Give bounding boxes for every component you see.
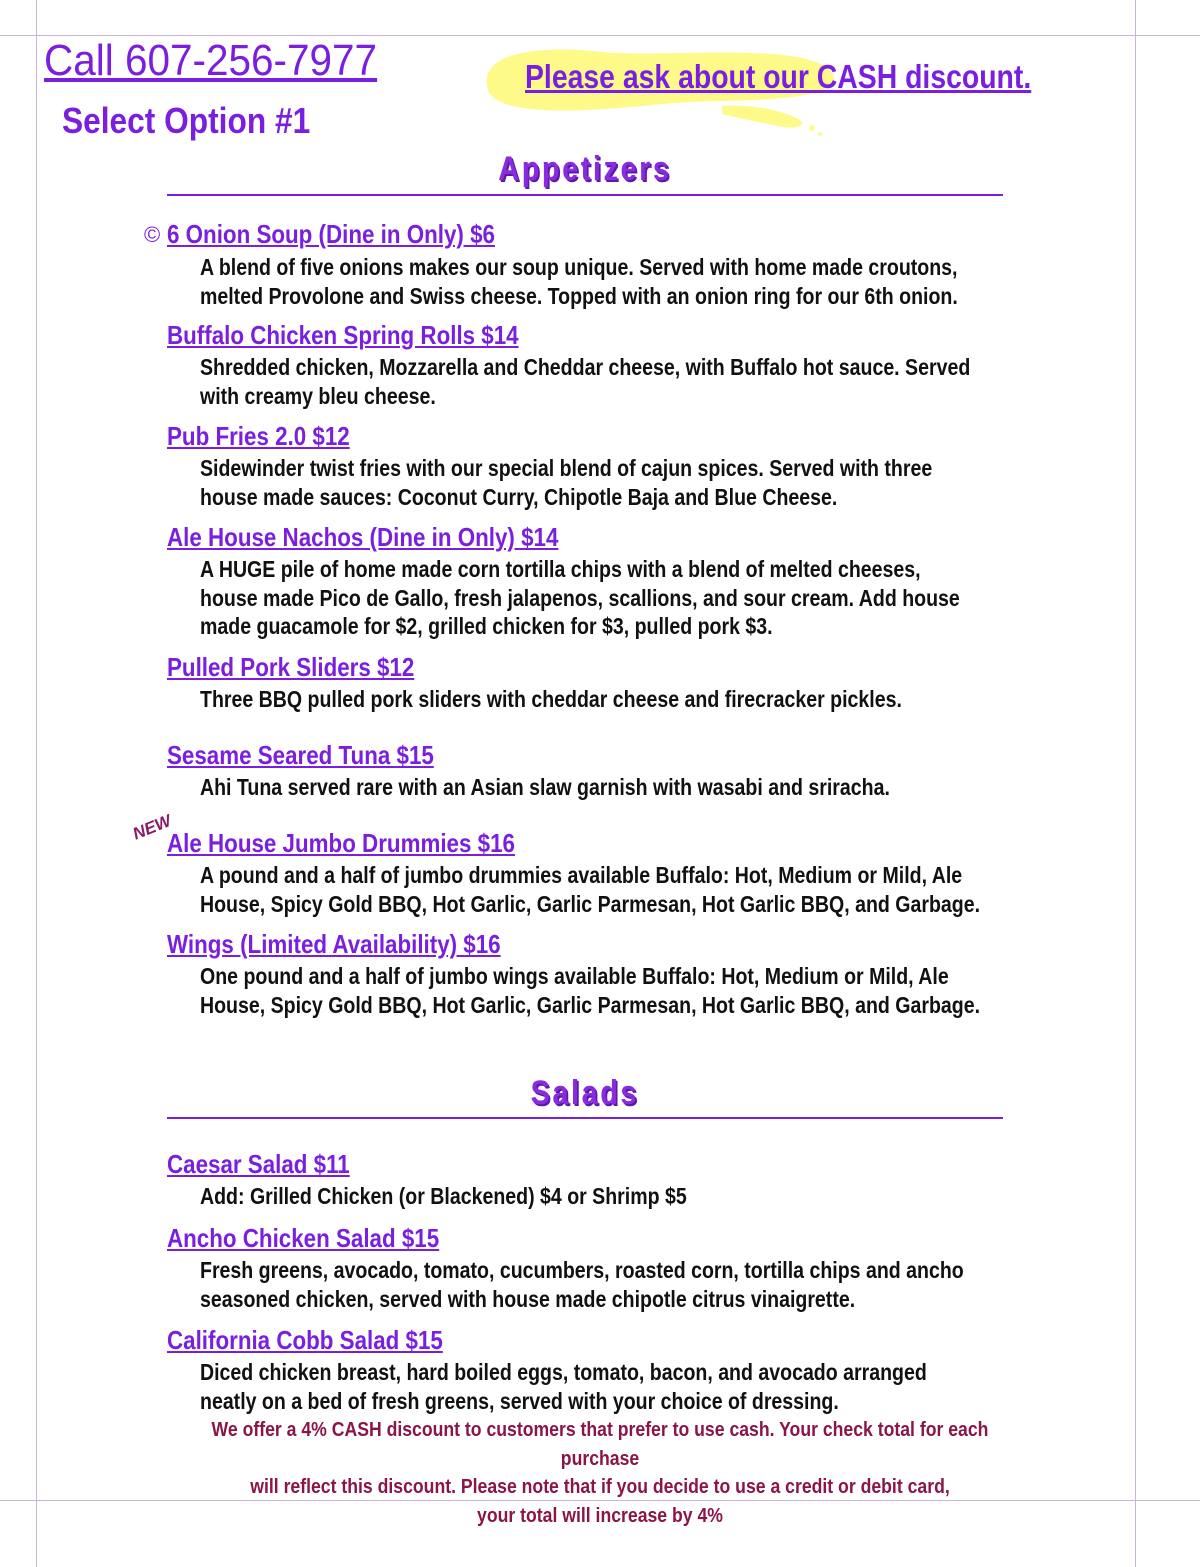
menu-item-description: Ahi Tuna served rare with an Asian slaw garnish with wasabi and sriracha. [200,774,890,800]
menu-item-description: Add: Grilled Chicken (or Blackened) $4 or Shrimp $5 [200,1183,687,1209]
menu-item-name[interactable]: Pub Fries 2.0 $12 [167,421,350,451]
menu-item-description: A blend of five onions makes our soup unique. Served with home made croutons, melted Provolone and Swiss cheese. Topped with an onion ring for our 6th onion. [200,254,958,309]
appetizers-rule [167,194,1003,196]
menu-item-name[interactable]: Sesame Seared Tuna $15 [167,740,434,770]
guide-left [36,0,37,1567]
menu-item-name[interactable]: 6 Onion Soup (Dine in Only) $6 [167,219,495,249]
menu-item-description: Shredded chicken, Mozzarella and Cheddar cheese, with Buffalo hot sauce. Served with creamy bleu cheese. [200,354,971,409]
menu-item-name[interactable]: California Cobb Salad $15 [167,1325,443,1355]
menu-item-description: A pound and a half of jumbo drummies available Buffalo: Hot, Medium or Mild, Ale House, Spicy Gold BBQ, Hot Garlic, Garlic Parmesan, Hot Garlic BBQ, and Garbage. [200,862,981,917]
new-badge: NEW [130,811,174,844]
menu-item-name[interactable]: Ale House Jumbo Drummies $16 [167,828,515,858]
menu-item-name[interactable]: Ale House Nachos (Dine in Only) $14 [167,522,559,552]
menu-item-name[interactable]: Pulled Pork Sliders $12 [167,652,415,682]
select-option: Select Option #1 [62,100,311,141]
menu-item-name[interactable]: Buffalo Chicken Spring Rolls $14 [167,320,519,350]
disclaimer-line: We offer a 4% CASH discount to customers that prefer to use cash. Your check total for each purchase [211,1418,989,1470]
menu-item-name[interactable]: Caesar Salad $11 [167,1149,350,1179]
menu-item-description: Three BBQ pulled pork sliders with cheddar cheese and firecracker pickles. [200,686,902,712]
cash-discount-disclaimer [100,1416,1100,1530]
menu-item-description: A HUGE pile of home made corn tortilla chips with a blend of melted cheeses, house made Pico de Gallo, fresh jalapenos, scallions, and sour cream. Add house made guacamole for $2, grilled chicken for $3, pulled pork $3. [200,556,960,639]
guide-right [1135,0,1136,1567]
phone-number[interactable]: Call 607-256-7977 [44,36,378,85]
menu-item-description: Diced chicken breast, hard boiled eggs, tomato, bacon, and avocado arranged neatly on a bed of fresh greens, served with your choice of dressing. [200,1359,927,1414]
copyright-icon: © [144,222,161,247]
disclaimer-line: your total will increase by 4% [477,1503,723,1527]
menu-item-description: Fresh greens, avocado, tomato, cucumbers, roasted corn, tortilla chips and ancho seasoned chicken, served with house made chipotle citrus vinaigrette. [200,1257,964,1312]
disclaimer-line: will reflect this discount. Please note that if you decide to use a credit or debit card, [250,1475,950,1498]
appetizers-heading: Appetizers [498,150,672,188]
salads-heading: Salads [530,1074,640,1112]
menu-item-description: Sidewinder twist fries with our special blend of cajun spices. Served with three house made sauces: Coconut Curry, Chipotle Baja and Blue Cheese. [200,455,933,510]
salads-rule [167,1117,1003,1119]
menu-item-name[interactable]: Ancho Chicken Salad $15 [167,1223,440,1253]
cash-discount-promo[interactable]: Please ask about our CASH discount. [525,58,1032,95]
menu-item-description: One pound and a half of jumbo wings available Buffalo: Hot, Medium or Mild, Ale House, Spicy Gold BBQ, Hot Garlic, Garlic Parmesan, Hot Garlic BBQ, and Garbage. [200,963,981,1018]
menu-item-name[interactable]: Wings (Limited Availability) $16 [167,929,501,959]
